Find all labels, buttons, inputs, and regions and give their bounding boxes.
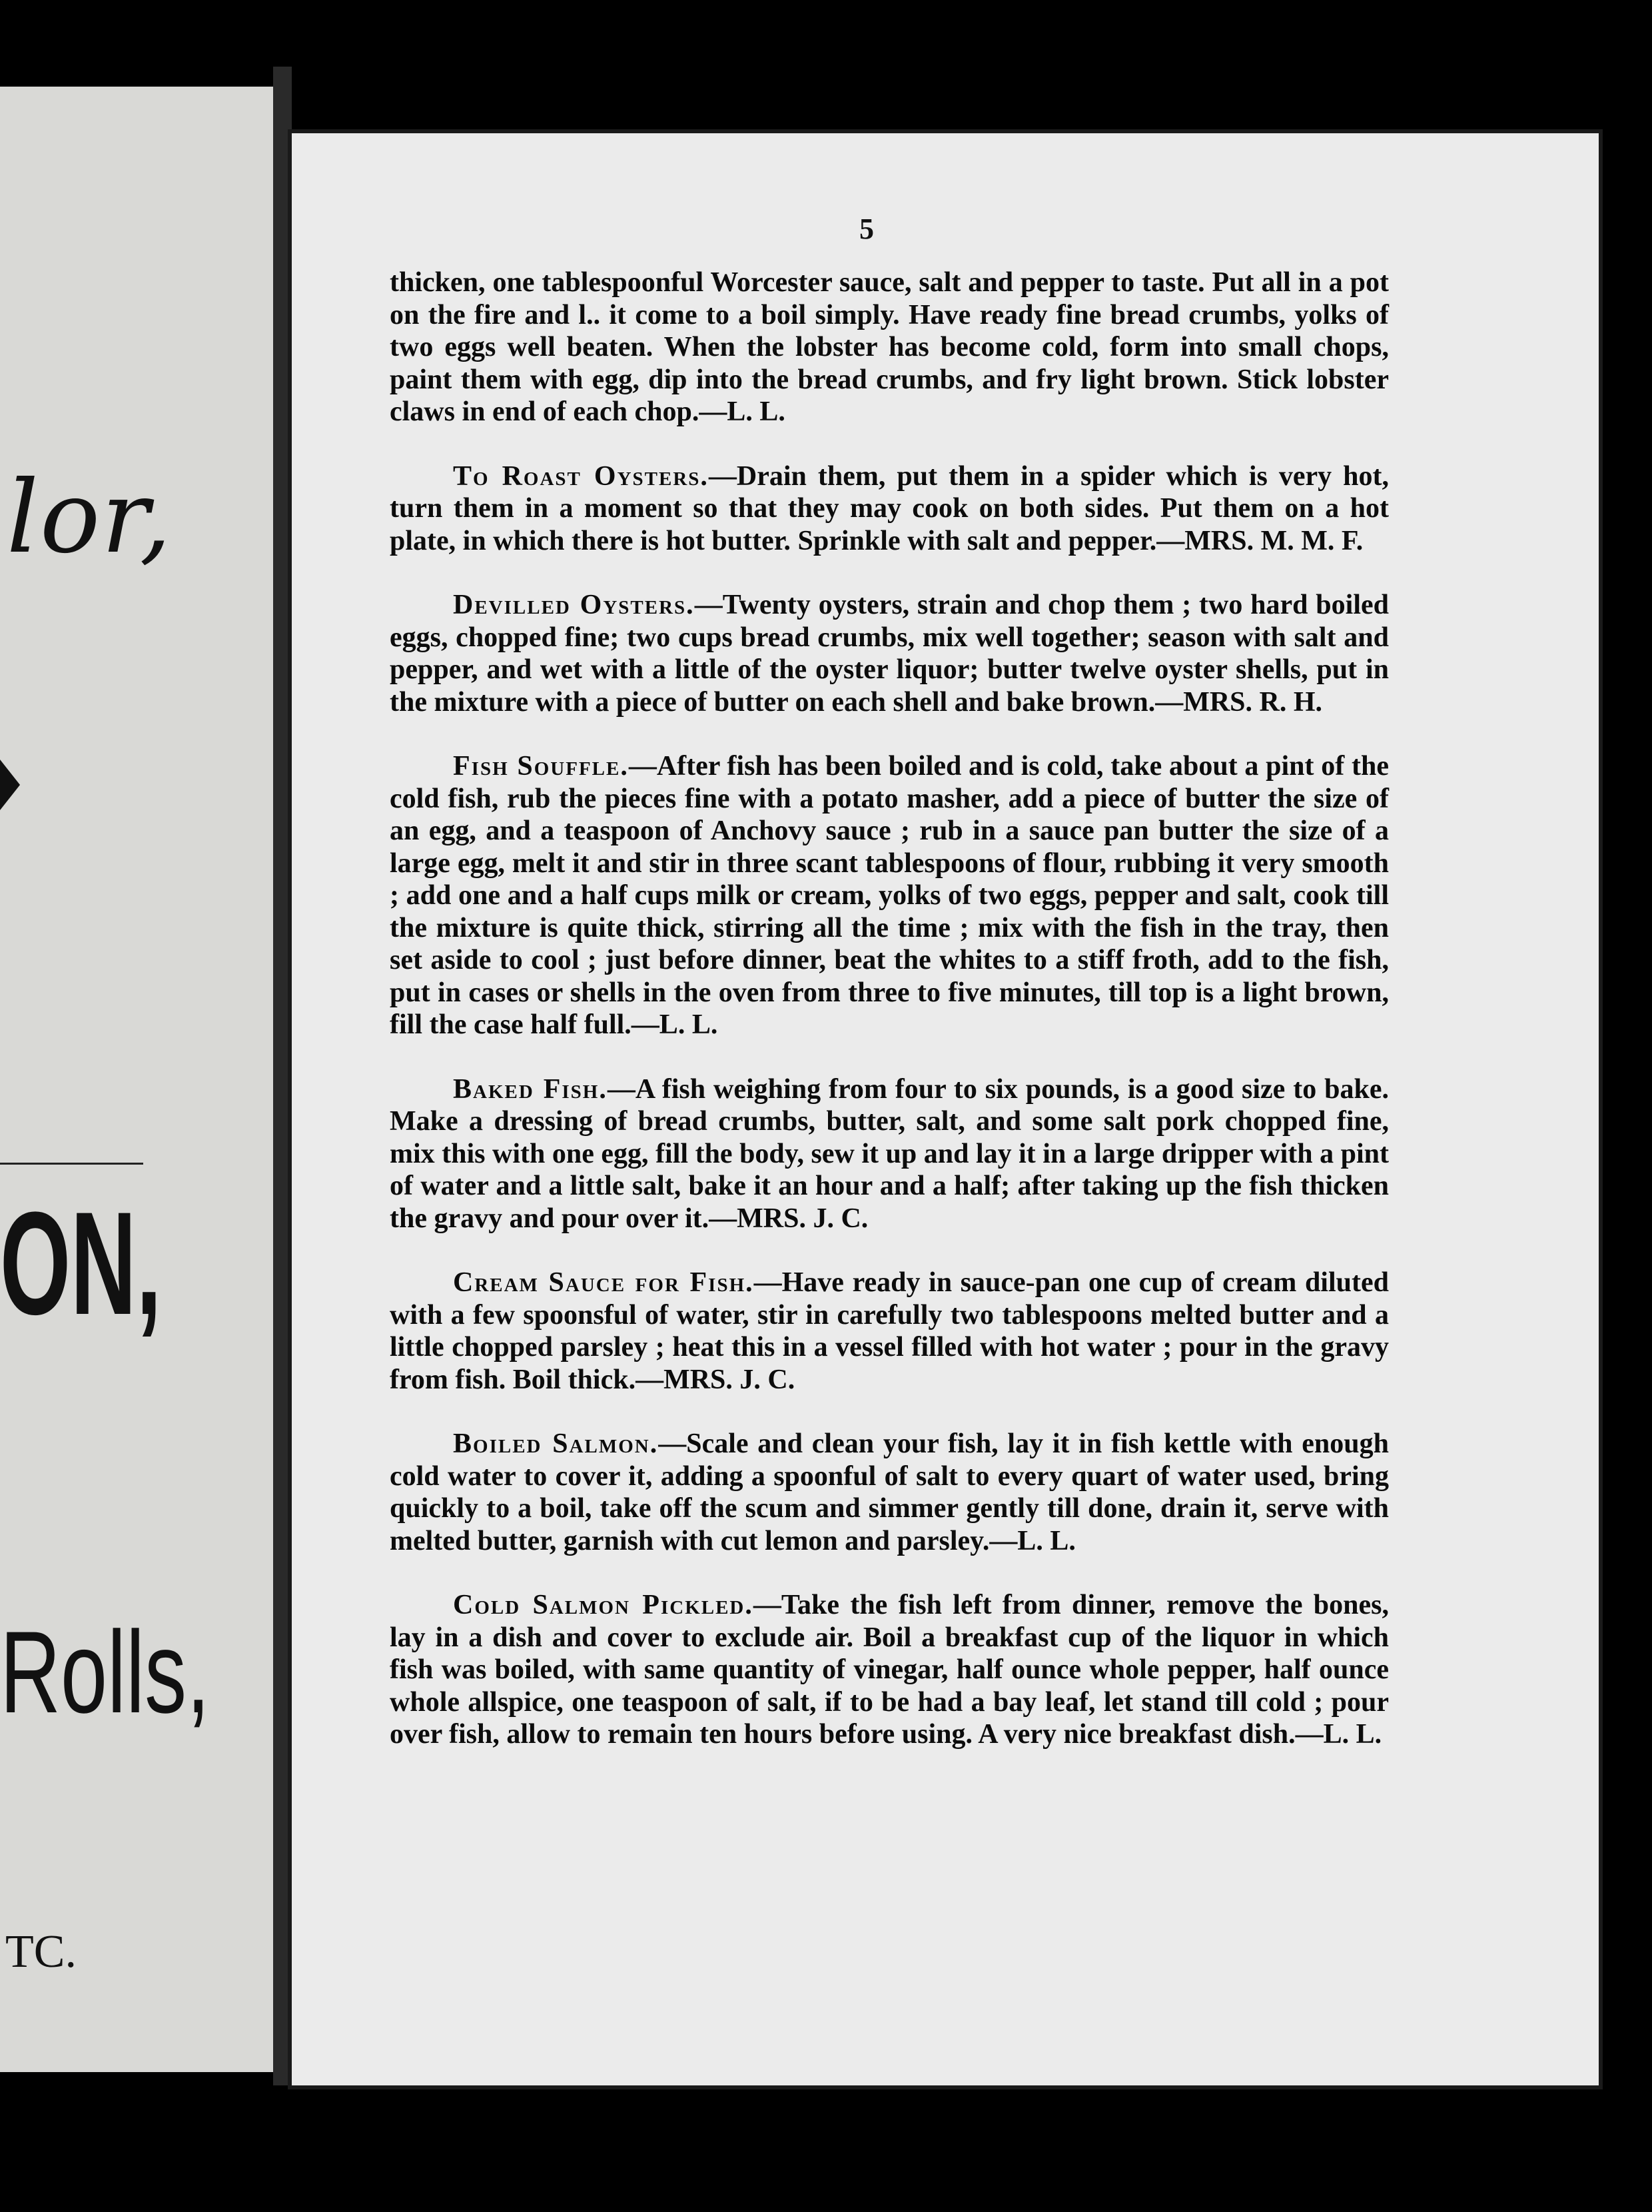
recipe-text: —After fish has been boiled and is cold, take about a pint of the cold fish, rub the pieces fine with a potato masher, add a piece of butter the size of an egg, and a teaspoon of Anchovy sauce ; rub in a sauce pan butter the size of a large egg, melt it and stir in three scant tablespoons of flour, rubbing it very smooth ; add one and a half cups milk or cream, yolks of two eggs, pepper and salt, cook till the mixture is quite thick, stirring all the time ; mix with the fish in the tray, then set aside to cool ; just before dinner, beat the whites to a stiff froth, add to the fish, put in cases or shells in the oven from three to five minutes, till top is a light brown, fill the case half full.—L. L. bbox=[390, 751, 1389, 1040]
recipe-title: Fish Souffle. bbox=[453, 751, 629, 782]
recipe-title: Baked Fish. bbox=[453, 1073, 608, 1105]
recipe-baked-fish bbox=[390, 1073, 1389, 1235]
recipe-text: —Have ready in sauce-pan one cup of cream diluted with a few spoonsful of water, stir in carefully two tablespoons melted butter and a little chopped parsley ; heat this in a vessel filled with hot water ; pour in the gravy from fish. Boil thick.—MRS. J. C. bbox=[390, 1267, 1389, 1395]
recipe-title: Devilled Oysters. bbox=[453, 590, 695, 620]
recipe-title: Cold Salmon Pickled. bbox=[453, 1590, 753, 1620]
recipe-fish-souffle bbox=[390, 750, 1389, 1041]
recipe-title: Boiled Salmon. bbox=[453, 1428, 659, 1459]
left-page-divider bbox=[0, 1163, 143, 1165]
left-facing-page bbox=[0, 87, 273, 2072]
left-page-fragment-lor: lor, bbox=[7, 460, 173, 576]
recipe-text: —A fish weighing from four to six pounds, is a good size to bake. Make a dressing of bread crumbs, butter, salt, and some salt pork chopped fine, mix this with one egg, fill the body, sew it up and lay it in a large dripper with a pint of water and a little salt, bake it an hour and a half; after taking up the fish thicken the gravy and pour over it.—MRS. J. C. bbox=[390, 1073, 1389, 1234]
page-number: 5 bbox=[859, 213, 874, 245]
recipe-text: —Twenty oysters, strain and chop them ; two hard boiled eggs, chopped fine; two cups bread crumbs, mix well together; season with salt and pepper, and wet with a little of the oyster liquor; butter twelve oyster shells, put in the mixture with a piece of butter on each shell and bake brown.—MRS. R. H. bbox=[390, 590, 1389, 718]
continued-paragraph: thicken, one tablespoonful Worcester sauce, salt and pepper to taste. Put all in a pot on the fire and l.. it come to a boil simply. Have ready fine bread crumbs, yolks of two eggs well beaten. When the lobster has become cold, form into small chops, paint them with egg, dip into the bread crumbs, and fry light brown. Stick lobster claws in end of each chop.—L. L. bbox=[390, 267, 1389, 427]
recipe-roast-oysters bbox=[390, 460, 1389, 558]
recipe-text: —Scale and clean your fish, lay it in fish kettle with enough cold water to cover it, adding a spoonful of salt to every quart of water used, bring quickly to a boil, take off the scum and simmer gently till done, drain it, serve with melted butter, garnish with cut lemon and parsley.—L. L. bbox=[390, 1428, 1389, 1556]
page-body bbox=[390, 267, 1389, 1783]
left-page-arrow-ornament bbox=[0, 760, 20, 810]
recipe-devilled-oysters bbox=[390, 589, 1389, 718]
left-page-fragment-tc: TC. bbox=[5, 1926, 77, 1977]
recipe-cream-sauce bbox=[390, 1267, 1389, 1396]
recipe-boiled-salmon bbox=[390, 1428, 1389, 1557]
left-page-fragment-on: ON, bbox=[0, 1181, 162, 1345]
recipe-text: —Drain them, put them in a spider which is very hot, turn them in a moment so that they may cook on both sides. Put them on a hot plate, in which there is hot butter. Sprinkle with salt and pepper.—MRS. M. M. F. bbox=[390, 460, 1389, 556]
recipe-title: To Roast Oysters. bbox=[453, 460, 709, 492]
book-gutter bbox=[273, 67, 292, 2085]
recipe-text: —Take the fish left from dinner, remove the bones, lay in a dish and cover to exclude air. Boil a breakfast cup of the liquor in which fish was boiled, with same quantity of vinegar, half ounce whole pepper, half ounce whole allspice, one teaspoon of salt, if to be had a bay leaf, let stand till cold ; pour over fish, allow to remain ten hours before using. A very nice breakfast dish.—L. L. bbox=[390, 1590, 1389, 1750]
left-page-fragment-rolls: Rolls, bbox=[0, 1608, 210, 1738]
recipe-title: Cream Sauce for Fish. bbox=[453, 1267, 754, 1298]
recipe-cold-salmon-pickled bbox=[390, 1589, 1389, 1751]
